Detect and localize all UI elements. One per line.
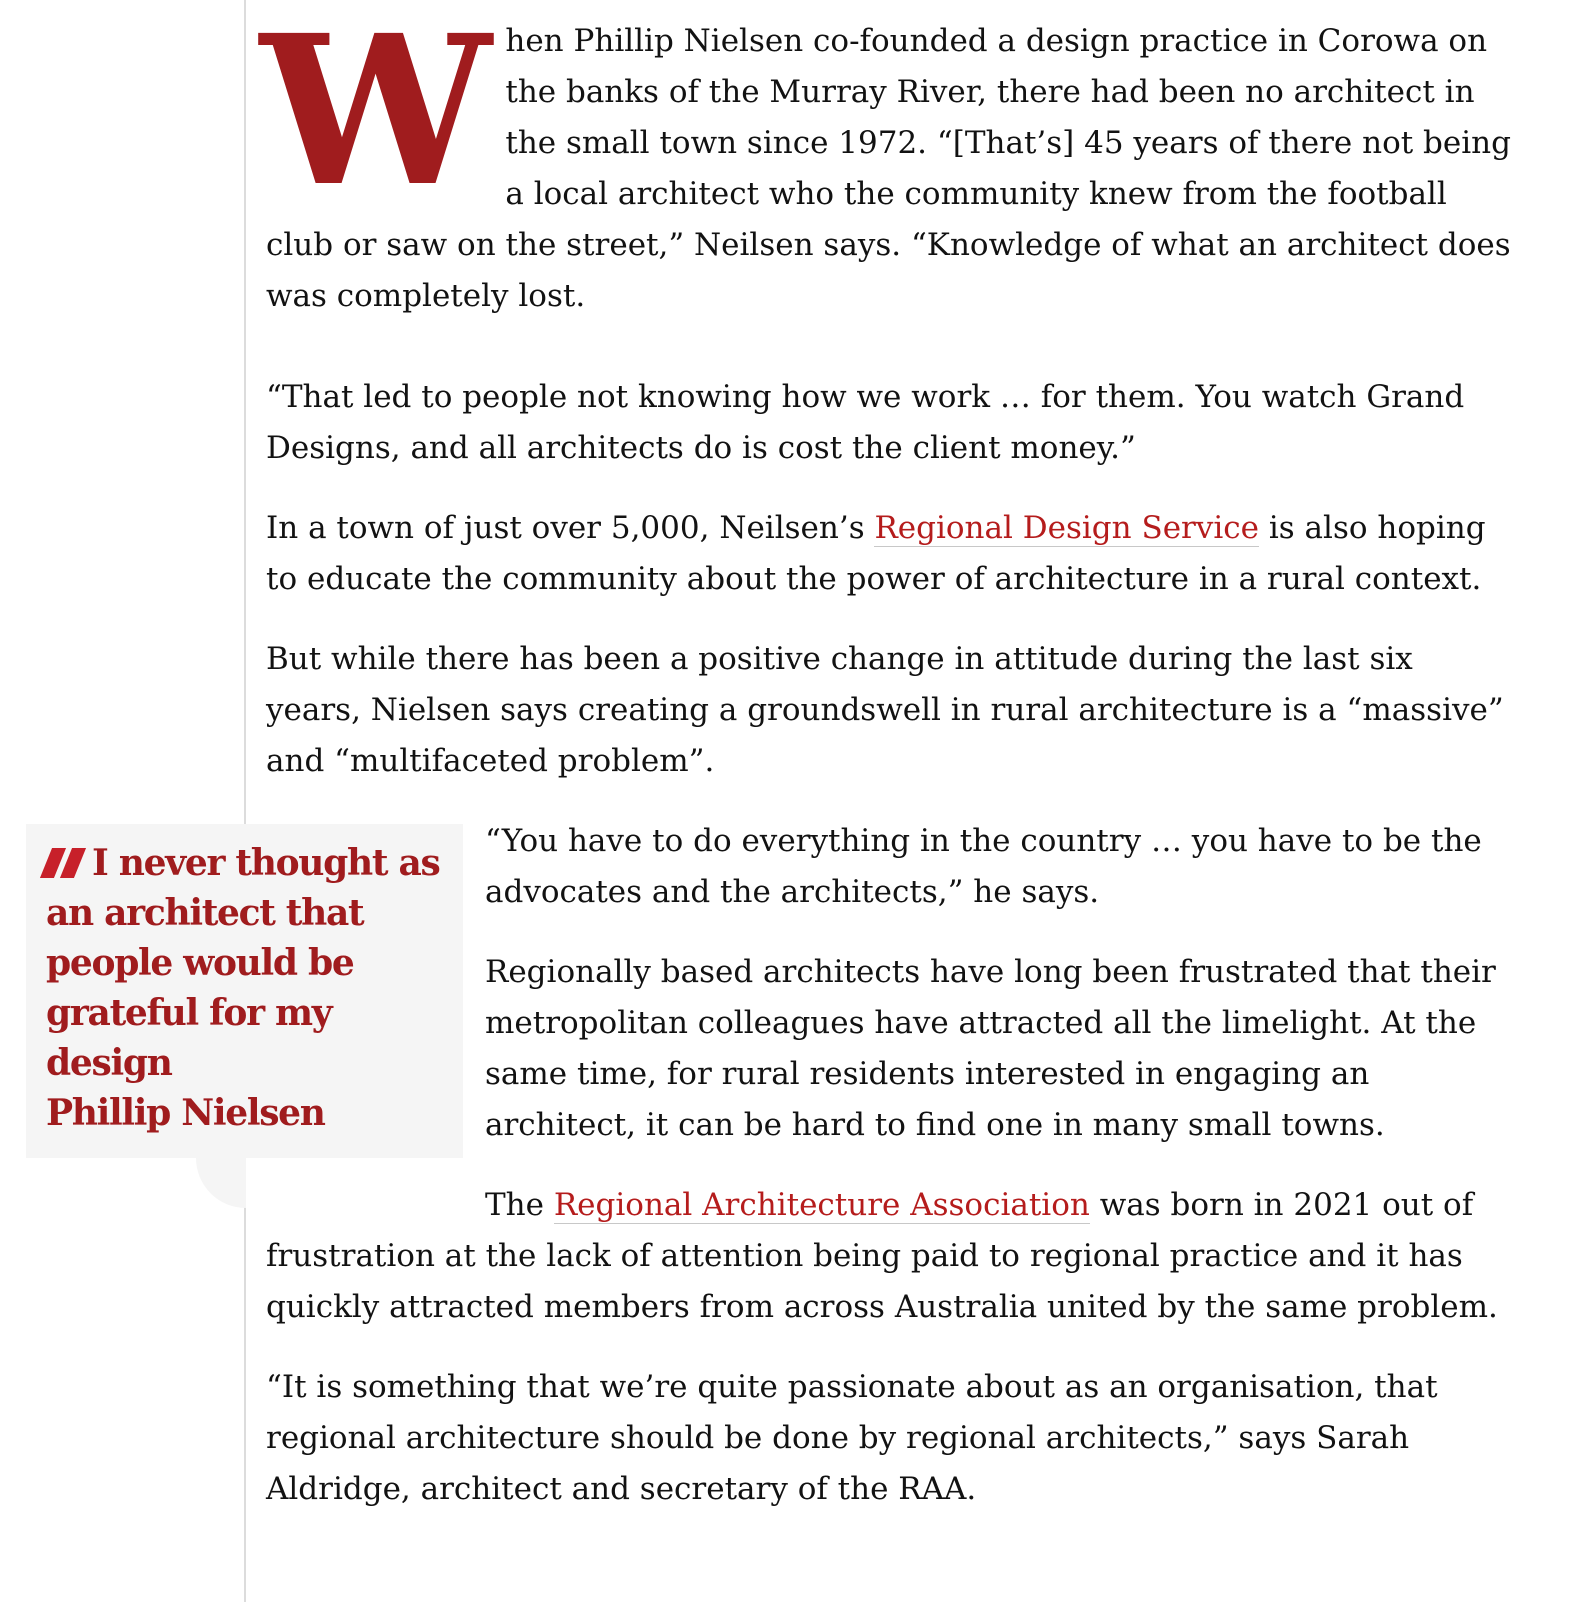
paragraph-3-text-after: is also hoping to educate the community about the power of architecture in a rural context.: [266, 510, 1486, 597]
paragraph-6: Regionally based architects have long been frustrated that their metropolitan colleagues have attracted all the limelight. At the same time, for rural residents interested in engaging an architect, it can be hard to find one in many small towns.: [485, 954, 1496, 1143]
regional-architecture-association-link[interactable]: Regional Architecture Association: [553, 1187, 1090, 1223]
pullquote: [26, 824, 463, 1204]
paragraph-7-text-before: The: [485, 1187, 554, 1223]
paragraph-7-text-after: was born in 2021 out of frustration at the lack of attention being paid to regional practice and it has quickly attracted members from across Australia united by the same problem.: [266, 1187, 1498, 1325]
article-body: [46, 0, 1516, 1544]
paragraph-1: [260, 0, 1516, 322]
paragraph-8: “It is something that we’re quite passionate about as an organisation, that regional architecture should be done by regional architects,” says Sarah Aldridge, architect and secretary of the RAA.: [266, 1369, 1438, 1507]
paragraph-3-text-before: In a town of just over 5,000, Neilsen’s: [266, 510, 875, 546]
pullquote-box: [26, 824, 463, 1158]
paragraph-4: But while there has been a positive change in attitude during the last six years, Nielsen says creating a groundswell in rural architecture is a “massive” and “multifaceted problem”.: [266, 641, 1504, 779]
paragraph-1-text: hen Phillip Nielsen co-founded a design practice in Corowa on the banks of the Murray River, there had been no architect in the small town since 1972. “[That’s] 45 years of there not being a local architect who the community knew from the football club or saw on the street,” Neilsen says. “Knowledge of what an architect does was completely lost.: [266, 23, 1511, 314]
paragraph-3: [266, 503, 1516, 605]
quote-marks-icon: [46, 838, 86, 888]
paragraph-5: “You have to do everything in the country … you have to be the advocates and the architects,” he says.: [485, 823, 1482, 910]
regional-design-service-link[interactable]: Regional Design Service: [874, 510, 1260, 546]
drop-cap: W: [260, 0, 486, 232]
pullquote-text: I never thought as an architect that people would be grateful for my design: [46, 842, 440, 1084]
left-column-rule: [244, 0, 246, 1602]
pullquote-attribution: Phillip Nielsen: [46, 1092, 325, 1134]
paragraph-2: “That led to people not knowing how we work … for them. You watch Grand Designs, and all architects do is cost the client money.”: [266, 379, 1465, 466]
pullquote-tail: [196, 1158, 246, 1208]
